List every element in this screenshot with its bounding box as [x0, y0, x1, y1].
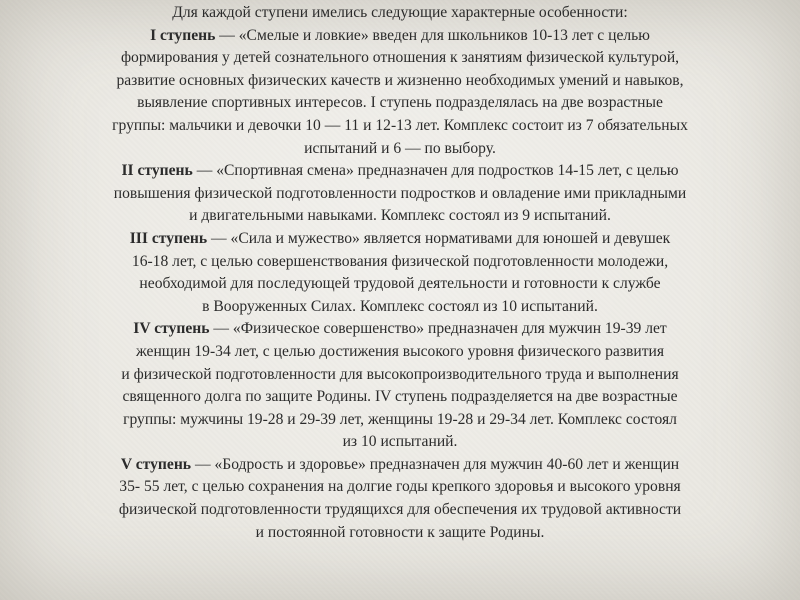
intro-line: Для каждой ступени имелись следующие характерные особенности:: [172, 4, 628, 21]
stage-4-label: IV ступень: [133, 320, 210, 338]
stage-2-line-3: и двигательными навыками. Комплекс состоял из 9 испытаний.: [189, 207, 611, 225]
stage-2-line-1: — «Спортивная смена» предназначен для подростков 14-15 лет, с целью: [192, 162, 679, 180]
stage-1-line-3: развитие основных физических качеств и жизненно необходимых умений и навыков,: [116, 71, 684, 89]
stage-4-line-3: и физической подготовленности для высокопроизводительного труда и выполнения: [121, 365, 679, 383]
stage-1-line-2: формирования у детей сознательного отношения к занятиям физической культурой,: [120, 49, 680, 67]
stage-3-heading-line: [14, 228, 786, 251]
stage-2-heading-line: [14, 160, 786, 183]
stage-3-label: III ступень: [129, 229, 208, 247]
stage-3-line-3: необходимой для последующей трудовой деятельности и готовности к службе: [139, 275, 661, 293]
stage-2-line-2: повышения физической подготовленности подростков и овладение ими прикладными: [113, 184, 687, 202]
text-block: [14, 2, 786, 544]
stage-5-line-1: — «Бодрость и здоровье» предназначен для мужчин 40-60 лет и женщин: [191, 455, 680, 473]
stage-3-line-1: — «Сила и мужество» является нормативами для юношей и девушек: [207, 229, 671, 247]
stage-2-label: II ступень: [121, 162, 193, 180]
stage-4-line-2: женщин 19-34 лет, с целью достижения высокого уровня физического развития: [135, 342, 665, 360]
stage-1-line-6: испытаний и 6 — по выбору.: [304, 139, 496, 157]
stage-4-line-6: из 10 испытаний.: [342, 433, 458, 451]
stage-4-line-1: — «Физическое совершенство» предназначен для мужчин 19-39 лет: [209, 320, 667, 338]
stage-1-label: I ступень: [150, 26, 216, 44]
stage-3-line-2: 16-18 лет, с целью совершенствования физической подготовленности молодежи,: [131, 252, 669, 270]
stage-5-heading-line: [14, 454, 786, 477]
stage-4-line-5: группы: мужчины 19-28 и 29-39 лет, женщины 19-28 и 29-34 лет. Комплекс состоял: [123, 410, 677, 428]
stage-4-line-4: священного долга по защите Родины. IV ступень подразделяется на две возрастные: [122, 388, 678, 406]
stage-1-line-5: группы: мальчики и девочки 10 — 11 и 12-13 лет. Комплекс состоит из 7 обязательных: [112, 116, 688, 134]
stage-5-line-2: 35- 55 лет, с целью сохранения на долгие годы крепкого здоровья и высокого уровня: [119, 478, 681, 496]
stage-5-label: V ступень: [120, 455, 192, 473]
stage-1-heading-line: [14, 25, 786, 48]
stage-4-heading-line: [14, 318, 786, 341]
stage-3-line-4: в Вооруженных Силах. Комплекс состоял из 10 испытаний.: [202, 297, 598, 315]
stage-1-line-1: — «Смелые и ловкие» введен для школьников 10-13 лет с целью: [215, 26, 650, 44]
stage-5-line-4: и постоянной готовности к защите Родины.: [255, 523, 545, 541]
stage-1-line-4: выявление спортивных интересов. I ступень подразделялась на две возрастные: [137, 94, 663, 112]
stage-5-line-3: физической подготовленности трудящихся для обеспечения их трудовой активности: [118, 501, 682, 519]
